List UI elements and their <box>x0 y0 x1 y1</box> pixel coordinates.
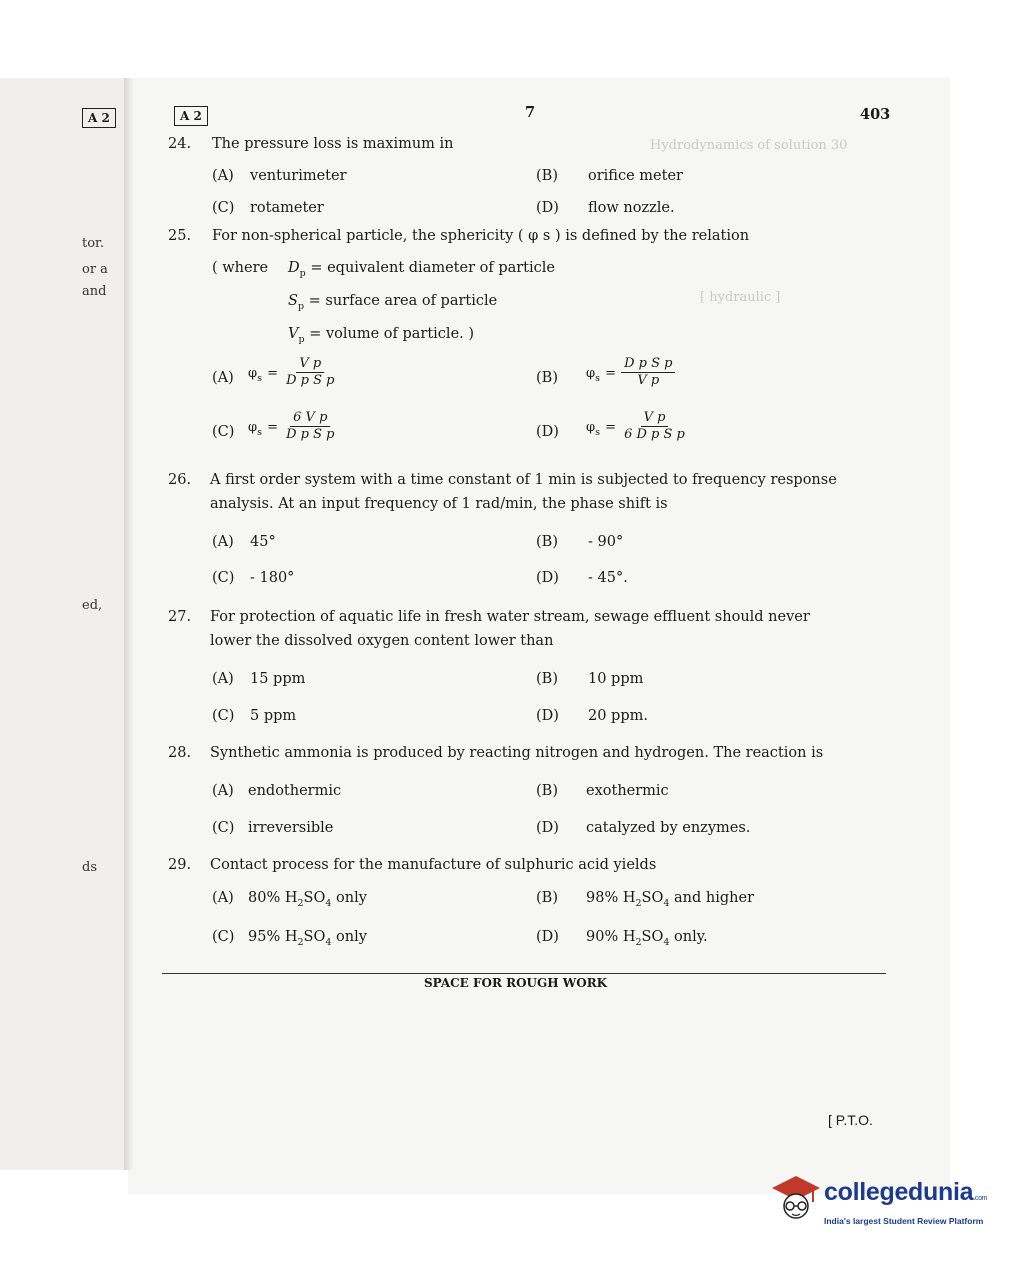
option-label: (B) <box>536 534 558 550</box>
option-text: - 45°. <box>588 570 628 586</box>
option-text: irreversible <box>248 820 334 836</box>
option-label: (D) <box>536 820 559 836</box>
divider <box>162 973 886 974</box>
question-text: Contact process for the manufacture of sulphuric acid yields <box>210 857 657 873</box>
left-margin-fragment: ds <box>82 860 97 875</box>
option-label: (A) <box>212 890 234 906</box>
question-text: Synthetic ammonia is produced by reacting nitrogen and hydrogen. The reaction is <box>210 745 824 761</box>
left-margin-fragment: and <box>82 284 107 299</box>
option-text: flow nozzle. <box>588 200 675 216</box>
pto-label: [ P.T.O. <box>828 1112 873 1128</box>
formula-option-a: $\varphi_s$ = $\frac{\text{V p}}{\text{D p S p}}$ <box>248 356 335 388</box>
option-label: (B) <box>536 370 558 386</box>
option-text: 45° <box>250 534 276 550</box>
formula-option-d: $\varphi_s$ = $\frac{\text{V p}}{\text{6 D p S p}}$ <box>586 410 685 442</box>
definition-sp: $S_p$ = surface area of particle <box>288 293 498 312</box>
option-text: 98% $H_2SO_4$ and higher <box>586 890 754 909</box>
question-text: A first order system with a time constant of 1 min is subjected to frequency response <box>210 472 837 488</box>
option-label: (C) <box>212 200 235 216</box>
rough-work-label: SPACE FOR ROUGH WORK <box>424 976 608 990</box>
option-label: (D) <box>536 708 559 724</box>
option-label: (C) <box>212 929 235 945</box>
option-label: (A) <box>212 168 234 184</box>
question-number: 28. <box>168 745 192 761</box>
option-label: (A) <box>212 671 234 687</box>
question-number: 29. <box>168 857 192 873</box>
option-label: (C) <box>212 570 235 586</box>
formula-option-c: $\varphi_s$ = $\frac{\text{6 V p}}{\text{D p S p}}$ <box>248 410 335 442</box>
option-text: catalyzed by enzymes. <box>586 820 751 836</box>
option-label: (D) <box>536 929 559 945</box>
question-number: 26. <box>168 472 192 488</box>
option-text: 20 ppm. <box>588 708 648 724</box>
collegedunia-logo <box>768 1170 992 1234</box>
option-label: (D) <box>536 570 559 586</box>
option-label: (B) <box>536 671 558 687</box>
definition-dp: $D_p$ = equivalent diameter of particle <box>288 260 555 279</box>
left-margin-fragment: ed, <box>82 598 103 613</box>
option-label: (D) <box>536 200 559 216</box>
where-clause: ( where <box>212 260 269 276</box>
left-margin-fragment: tor. <box>82 236 104 251</box>
option-label: (C) <box>212 708 235 724</box>
option-label: (A) <box>212 370 234 386</box>
option-text: venturimeter <box>250 168 347 184</box>
option-text: rotameter <box>250 200 324 216</box>
page-number: 7 <box>525 104 536 121</box>
logo-tagline: India's largest Student Review Platform <box>824 1216 984 1226</box>
option-text: 5 ppm <box>250 708 297 724</box>
left-margin-fragment: or a <box>82 262 108 277</box>
option-text: orifice meter <box>588 168 683 184</box>
question-text: For protection of aquatic life in fresh water stream, sewage effluent should never <box>210 609 810 625</box>
option-text: - 90° <box>588 534 624 550</box>
page-spine <box>124 78 134 1170</box>
option-text: 80% $H_2SO_4$ only <box>248 890 367 909</box>
question-number: 25. <box>168 228 192 244</box>
option-text: exothermic <box>586 783 669 799</box>
option-text: 95% $H_2SO_4$ only <box>248 929 367 948</box>
exam-code: 403 <box>860 106 891 123</box>
option-label: (C) <box>212 424 235 440</box>
question-text: The pressure loss is maximum in <box>212 136 454 152</box>
option-text: 10 ppm <box>588 671 644 687</box>
option-label: (B) <box>536 783 558 799</box>
question-number: 24. <box>168 136 192 152</box>
option-label: (A) <box>212 783 234 799</box>
option-label: (D) <box>536 424 559 440</box>
option-label: (B) <box>536 168 558 184</box>
definition-vp: $V_p$ = volume of particle. ) <box>288 326 475 345</box>
question-text: analysis. At an input frequency of 1 rad/min, the phase shift is <box>210 496 668 512</box>
question-number: 27. <box>168 609 192 625</box>
option-text: 90% $H_2SO_4$ only. <box>586 929 708 948</box>
logo-wordmark: collegedunia.com <box>824 1178 988 1206</box>
question-text: lower the dissolved oxygen content lower than <box>210 633 554 649</box>
question-text: For non-spherical particle, the sphericity ( φ s ) is defined by the relation <box>212 228 750 244</box>
paper-code-box: A 2 <box>174 106 208 126</box>
formula-option-b: $\varphi_s$ = $\frac{\text{D p S p}}{\text{V p}}$ <box>586 356 675 389</box>
option-label: (C) <box>212 820 235 836</box>
graduate-mascot-icon <box>768 1170 822 1230</box>
option-text: 15 ppm <box>250 671 306 687</box>
option-label: (A) <box>212 534 234 550</box>
option-label: (B) <box>536 890 558 906</box>
prev-page-code-box: A 2 <box>82 108 116 128</box>
option-text: - 180° <box>250 570 295 586</box>
option-text: endothermic <box>248 783 342 799</box>
facing-page <box>0 78 128 1170</box>
